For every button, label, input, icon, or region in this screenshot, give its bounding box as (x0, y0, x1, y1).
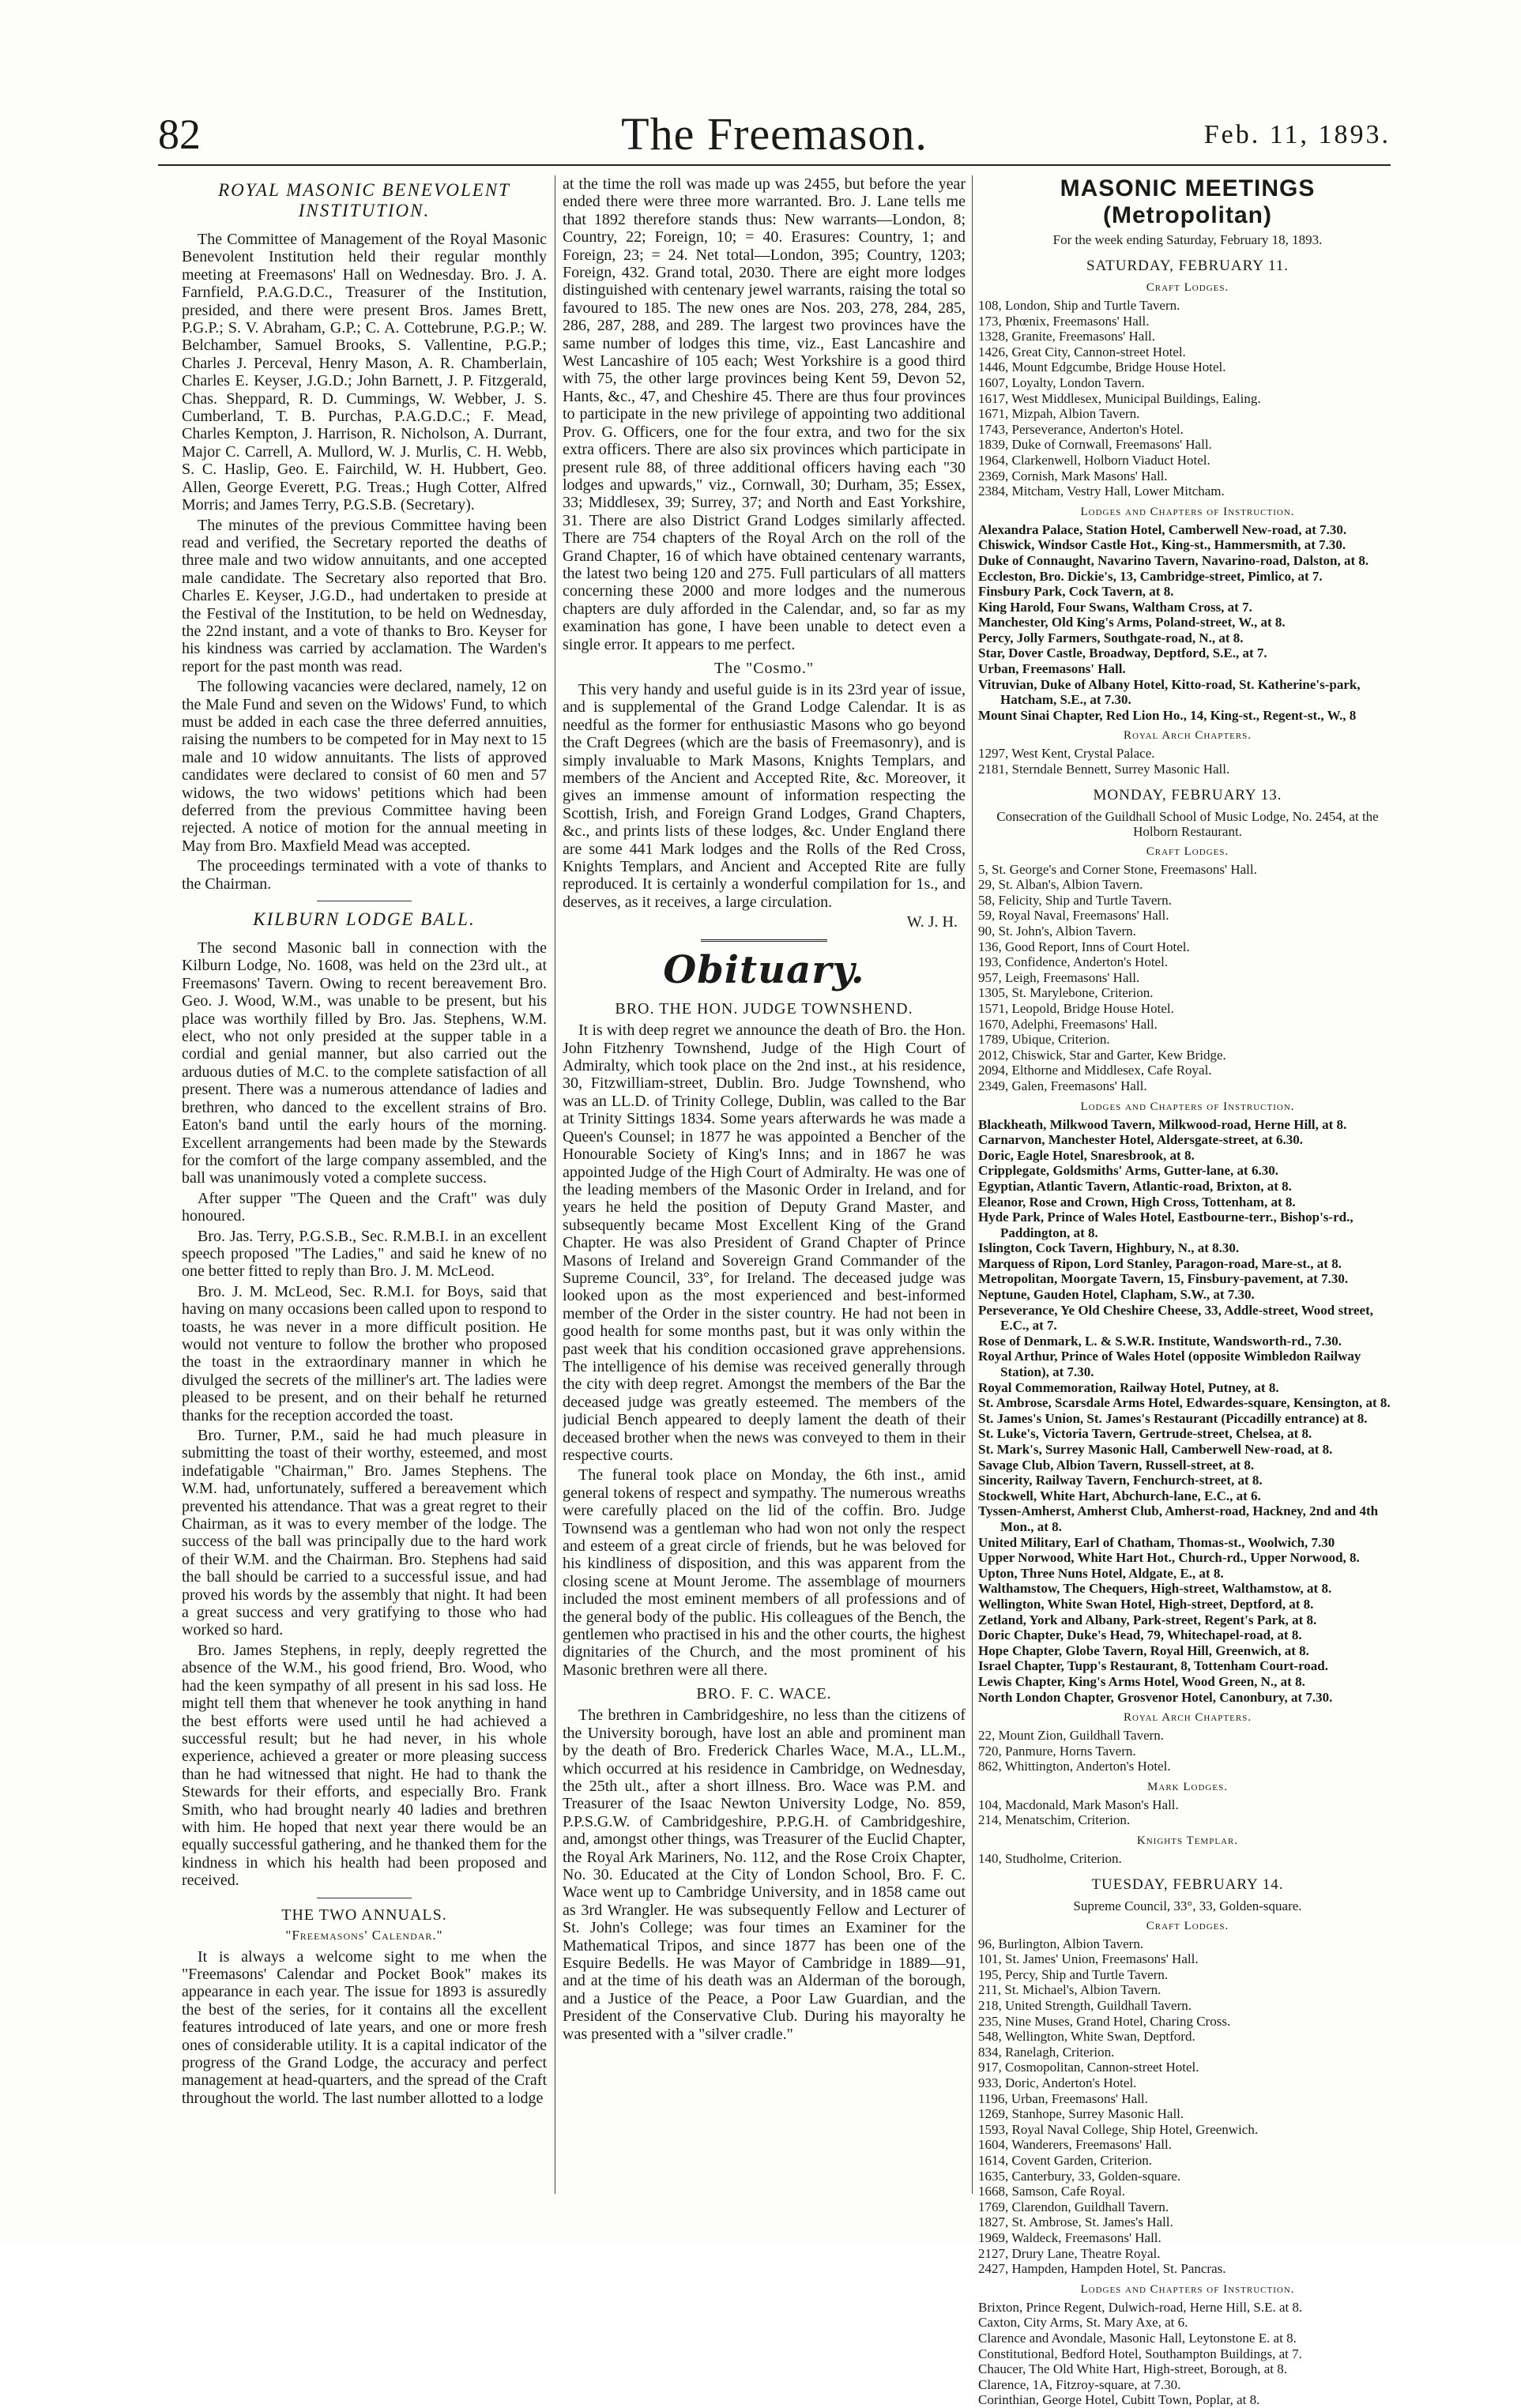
meeting-entry: Finsbury Park, Cock Tavern, at 8. (978, 584, 1174, 600)
day-note: Supreme Council, 33°, 33, Golden-square. (1073, 1898, 1302, 1913)
meeting-entry: Caxton, City Arms, St. Mary Axe, at 6. (978, 2315, 1188, 2331)
meeting-entry: Percy, Jolly Farmers, Southgate-road, N., at 8. (978, 630, 1244, 645)
meeting-entry: Eccleston, Bro. Dickie's, 13, Cambridge-street, Pimlico, at 7. (978, 568, 1323, 584)
meeting-entry: 2427, Hampden, Hampden Hotel, St. Pancras. (978, 2261, 1226, 2277)
section-label: Craft Lodges. (1146, 845, 1229, 858)
meeting-entry: 1969, Waldeck, Freemasons' Hall. (978, 2229, 1161, 2245)
masthead: The Freemason. (621, 108, 928, 160)
paragraph: The proceedings terminated with a vote of thanks to the Chairman. (182, 857, 547, 893)
meeting-entry: Eleanor, Rose and Crown, High Cross, Tottenham, at 8. (978, 1194, 1296, 1210)
meeting-entry: 1328, Granite, Freemasons' Hall. (978, 329, 1156, 344)
meeting-entry: 195, Percy, Ship and Turtle Tavern. (978, 1966, 1169, 1982)
paragraph: The following vacancies were declared, namely, 12 on the Male Fund and seven on the Widows' Fund, to which must be added in each case the three deferred annuities, raising the numbers to be competed for in May next to 15 male and 10 widow annuitants. The lists of approved candidates were declared to consist of 60 men and 57 widows, the two widows' petitions which had been deferred from the previous Committee having been rejected. A notice of motion for the annual meeting in May from Bro. Maxfield Mead was accepted. (182, 678, 547, 855)
meeting-entry: 1743, Perseverance, Anderton's Hotel. (978, 421, 1184, 437)
meeting-entry: 104, Macdonald, Mark Mason's Hall. (978, 1797, 1179, 1812)
paragraph: The funeral took place on Monday, the 6th inst., amid general tokens of respect and sympathy. The numerous wreaths were carefully placed on the lid of the coffin. Bro. Judge Townsend was a gentleman who had won not only the respect and esteem of a great circle of friends, but he was beloved for his kindliness of disposition, and this was apparent from the closing scene at Mount Jerome. The assemblage of mourners included the most eminent members of all professions and of the general body of the public. His colleagues of the Bench, the gentlemen who practised in his and the other courts, the highest dignitaries of the Church, and the most prominent of his Masonic brethren were all there. (563, 1466, 966, 1679)
meeting-entry: 933, Doric, Anderton's Hotel. (978, 2075, 1137, 2090)
meeting-entry: Walthamstow, The Chequers, High-street, Walthamstow, at 8. (978, 1581, 1332, 1597)
meeting-entry: 1671, Mizpah, Albion Tavern. (978, 406, 1140, 422)
meeting-entry: 834, Ranelagh, Criterion. (978, 2044, 1115, 2060)
paragraph: at the time the roll was made up was 2455, but before the year ended there were three more warranted. Bro. J. Lane tells me that 1892 therefore stands thus: New warrants—London, 8; Country, 22; Foreign, 10; = 40. Erasures: Country, 1; and Foreign, 23; = 24. Net total—London, 395; Country, 1203; Foreign, 432. Grand total, 2030. There are eight more lodges distinguished with centenary jewel warrants, raising the total so favoured to 185. The new ones are Nos. 203, 278, 284, 285, 286, 287, 288, and 289. The largest two provinces have the same number of lodges this time, viz., East Lancashire and West Lancashire of 105 each; West Yorkshire is a good third with 75, the other large provinces being Kent 59, Devon 52, Hants, &c., 47, and Cheshire 45. There are thus four provinces to participate in the new privilege of appointing two additional Prov. G. Officers, one for the four extra, and two for the six extra officers. There are also six provinces which participate in present rule 88, of three additional officers having each "30 lodges and upwards," viz., Cornwall, 30; Durham, 35; Essex, 33; Middlesex, 39; Surrey, 37; and North and East Yorkshire, 31. There are also District Grand Lodges similarly affected. There are 754 chapters of the Royal Arch on the roll of the Grand Chapter, 16 of which have obtained centenary warrants, the latest two being 120 and 275. Full particulars of all matters concerning these 2000 and more lodges and the numerous chapters are duly afforded in the Calendar, and, so far as my examination has gone, I have been unable to detect even a single error. It appears to me perfect. (563, 175, 966, 653)
meeting-entry: Royal Arthur, Prince of Wales Hotel (opposite Wimbledon Railway Station), at 7.30. (978, 1349, 1361, 1380)
meeting-entry: 140, Studholme, Criterion. (978, 1851, 1122, 1867)
day-heading: MONDAY, FEBRUARY 13. (1093, 786, 1282, 803)
paragraph: It is with deep regret we announce the death of Bro. the Hon. John Fitzhenry Townshend, Judge of the High Court of Admiralty, which took place on the 2nd inst., at his residence, 30, Fitzwilliam-street, Dublin. Bro. Judge Townshend, who was an LL.D. of Trinity College, Dublin, was called to the Bar at Trinity Sittings 1834. Some years afterwards he was made a Queen's Counsel; in 1877 he was appointed a Bencher of the Honourable Society of King's Inns; and in 1867 he was appointed Judge of the High Court of Admiralty. He was one of the leading members of the Masonic Order in Ireland, and for years he held the position of Deputy Grand Master, and subsequently became Most Excellent King of the Grand Chapter. He was also President of Grand Chapter of Prince Masons of Ireland and Sovereign Grand Commander of the Supreme Council, 33°, for Ireland. The deceased judge was looked upon as the most experienced and best-informed member of the Order in the sister country. He had not been in good health for some months past, but it was only within the past week that his condition occasioned grave apprehensions. The intelligence of his demise was received generally through the city with deep regret. Amongst the members of the Bar the deceased judge was greatly esteemed. The members of the judicial Bench appeared to deeply lament the death of their deceased brother when the news was conveyed to them in their respective courts. (563, 1022, 966, 1464)
paragraph: Bro. James Stephens, in reply, deeply regretted the absence of the W.M., his good friend, Bro. Wood, who had the keen sympathy of all present in his sad loss. He might tell them that whenever he took anything in hand the best efforts were used until he had achieved a successful result; but he had never, in his whole experience, achieved a greater or more pleasing success than he had witnessed that night. He had to thank the Stewards for their efforts, and especially Bro. Frank Smith, who had brought nearly 40 ladies and brethren with him. He hoped that next year there would be an equally successful gathering, and he thanked them for the kindness in which his health had been proposed and received. (182, 1641, 547, 1890)
meeting-entry: Egyptian, Atlantic Tavern, Atlantic-road, Brixton, at 8. (978, 1178, 1292, 1194)
paragraph: After supper "The Queen and the Craft" was duly honoured. (182, 1189, 547, 1225)
meeting-entry: 2369, Cornish, Mark Masons' Hall. (978, 468, 1168, 483)
meeting-entry: Upper Norwood, White Hart Hot., Church-rd., Upper Norwood, 8. (978, 1550, 1360, 1566)
header-rule (158, 164, 1391, 166)
meeting-entry: Duke of Connaught, Navarino Tavern, Navarino-road, Dalston, at 8. (978, 552, 1369, 568)
meeting-entry: 235, Nine Muses, Grand Hotel, Charing Cross. (978, 2013, 1231, 2029)
issue-date: Feb. 11, 1893. (1203, 120, 1391, 149)
meeting-entry: Clarence and Avondale, Masonic Hall, Leytonstone E. at 8. (978, 2330, 1297, 2346)
meeting-entry: Marquess of Ripon, Lord Stanley, Paragon-road, Mare-st., at 8. (978, 1255, 1342, 1271)
paragraph: The brethren in Cambridgeshire, no less than the citizens of the University borough, have lost an able and prominent man by the death of Bro. Frederick Charles Wace, M.A., LL.M., which occurred at his residence in Cambridge, on Wednesday, the 25th ult., after a short illness. Bro. Wace was P.M. and Treasurer of the Isaac Newton University Lodge, No. 859, P.P.S.G.W. of Cambridgeshire, P.P.G.H. of Cambridgeshire, and, amongst other things, was Treasurer of the Euclid Chapter, the Royal Ark Mariners, No. 112, and the Rose Croix Chapter, No. 30. Educated at the City of London School, Bro. F. C. Wace went up to Cambridge University, and in 1858 came out as 3rd Wrangler. He was subsequently Fellow and Lecturer of St. John's College; was four times an Examiner for the Mathematical Tripos, and since 1877 has been one of the Esquire Bedells. He was Mayor of Cambridge in 1889—91, and at the time of his death was an Alderman of the borough, and a Justice of the Peace, a Poor Law Guardian, and the President of the Conservative Club. During his mayoralty he was presented with a "silver cradle." (563, 1706, 966, 2043)
meetings-subtitle: For the week ending Saturday, February 18, 1893. (1052, 232, 1323, 247)
meeting-entry: Royal Commemoration, Railway Hotel, Putney, at 8. (978, 1379, 1279, 1395)
section-label: Lodges and Chapters of Instruction. (1080, 1100, 1295, 1113)
divider (701, 939, 827, 942)
meeting-entry: St. Mark's, Surrey Masonic Hall, Camberwell New-road, at 8. (978, 1442, 1333, 1457)
article-title: BRO. F. C. WACE. (696, 1685, 832, 1703)
meeting-entry: Urban, Freemasons' Hall. (978, 661, 1126, 677)
meeting-entry: Sincerity, Railway Tavern, Fenchurch-street, at 8. (978, 1473, 1263, 1488)
section-label: Mark Lodges. (1147, 1780, 1228, 1793)
article-title: THE TWO ANNUALS. (281, 1906, 447, 1924)
page-header (158, 108, 1391, 160)
article-subtitle: "Freemasons' Calendar." (285, 1927, 443, 1943)
meeting-entry: 1789, Ubique, Criterion. (978, 1032, 1110, 1048)
meeting-entry: 1670, Adelphi, Freemasons' Hall. (978, 1016, 1158, 1032)
obituary-heading: Obituary. (663, 948, 865, 993)
signature: W. J. H. (906, 913, 958, 931)
craft-lodges-list (978, 1936, 1397, 2277)
knights-templar-list (978, 1851, 1397, 1867)
meeting-entry: 1827, St. Ambrose, St. James's Hall. (978, 2214, 1173, 2230)
meeting-entry: North London Chapter, Grosvenor Hotel, Canonbury, at 7.30. (978, 1689, 1333, 1705)
column-divider (972, 175, 973, 2194)
meeting-entry: Stockwell, White Hart, Abchurch-lane, E.C., at 6. (978, 1488, 1261, 1503)
meeting-entry: Clarence, 1A, Fitzroy-square, at 7.30. (978, 2376, 1181, 2392)
section-label: Knights Templar. (1136, 1834, 1239, 1848)
instruction-list (978, 522, 1397, 724)
meeting-entry: St. Luke's, Victoria Tavern, Gertrude-street, Chelsea, at 8. (978, 1426, 1312, 1442)
meeting-entry: 1839, Duke of Cornwall, Freemasons' Hall. (978, 437, 1212, 453)
meeting-entry: Manchester, Old King's Arms, Poland-street, W., at 8. (978, 615, 1286, 630)
paragraph: This very handy and useful guide is in its 23rd year of issue, and is supplemental of the Grand Lodge Calendar. It is as needful as the former for enthusiastic Masons who go beyond the Craft Degrees (which are the basis of Freemasonry), and is simply invaluable to Mark Masons, Knights Templars, and members of the Ancient and Accepted Rite, &c. Moreover, it gives an immense amount of information respecting the Scottish, Irish, and Foreign Grand Lodges, Grand Chapters, &c., and prints lists of these lodges, &c. Under England there are some 441 Mark lodges and the Rolls of the Red Cross, Knights Templars, and Ancient and Accepted Rite are fully reproduced. It is certainly a wonderful compilation for 1s., and deserves, as it receives, a large circulation. (563, 680, 966, 911)
meeting-entry: 101, St. James' Union, Freemasons' Hall. (978, 1951, 1199, 1967)
meeting-entry: Vitruvian, Duke of Albany Hotel, Kitto-road, St. Katherine's-park, Hatcham, S.E., at 7.30. (978, 676, 1361, 708)
meeting-entry: Neptune, Gauden Hotel, Clapham, S.W., at 7.30. (978, 1287, 1255, 1303)
royal-arch-list (978, 746, 1397, 777)
meeting-entry: 193, Confidence, Anderton's Hotel. (978, 954, 1169, 970)
day-heading: TUESDAY, FEBRUARY 14. (1091, 1876, 1284, 1893)
meeting-entry: 1617, West Middlesex, Municipal Buildings, Ealing. (978, 390, 1261, 406)
section-label: Lodges and Chapters of Instruction. (1080, 2282, 1295, 2296)
meeting-entry: 58, Felicity, Ship and Turtle Tavern. (978, 892, 1172, 908)
meeting-entry: 5, St. George's and Corner Stone, Freemasons' Hall. (978, 861, 1257, 877)
meeting-entry: Constitutional, Bedford Hotel, Southampton Buildings, at 7. (978, 2346, 1302, 2361)
meeting-entry: 173, Phœnix, Freemasons' Hall. (978, 313, 1150, 329)
meeting-entry: 1964, Clarkenwell, Holborn Viaduct Hotel. (978, 452, 1210, 468)
meeting-entry: Carnarvon, Manchester Hotel, Aldersgate-street, at 6.30. (978, 1132, 1304, 1148)
meeting-entry: Islington, Cock Tavern, Highbury, N., at 8.30. (978, 1240, 1240, 1256)
paragraph: It is always a welcome sight to me when the "Freemasons' Calendar and Pocket Book" makes its appearance in each year. The issue for 1893 is assuredly the best of the series, for it contains all the excellent features introduced of late years, and one or more fresh ones of considerable utility. It is a capital indicator of the progress of the Grand Lodge, the accuracy and perfect management at head-quarters, and the spread of the Craft throughout the world. The last number allotted to a lodge (182, 1947, 547, 2107)
meeting-entry: Rose of Denmark, L. & S.W.R. Institute, Wandsworth-rd., 7.30. (978, 1333, 1342, 1349)
meeting-entry: St. James's Union, St. James's Restaurant (Piccadilly entrance) at 8. (978, 1410, 1368, 1426)
meeting-entry: 1426, Great City, Cannon-street Hotel. (978, 344, 1186, 359)
column-2 (563, 175, 966, 2045)
meeting-entry: 29, St. Alban's, Albion Tavern. (978, 877, 1143, 893)
meeting-entry: 1604, Wanderers, Freemasons' Hall. (978, 2137, 1172, 2153)
meeting-entry: 2127, Drury Lane, Theatre Royal. (978, 2245, 1161, 2261)
meeting-entry: 917, Cosmopolitan, Cannon-street Hotel. (978, 2060, 1199, 2075)
meeting-entry: 1446, Mount Edgcumbe, Bridge House Hotel. (978, 359, 1226, 375)
meeting-entry: Wellington, White Swan Hotel, High-street, Deptford, at 8. (978, 1596, 1314, 1612)
page-number: 82 (158, 111, 201, 158)
meeting-entry: Brixton, Prince Regent, Dulwich-road, Herne Hill, S.E. at 8. (978, 2299, 1303, 2315)
meeting-entry: 2094, Elthorne and Middlesex, Cafe Royal. (978, 1063, 1212, 1078)
section-label: Craft Lodges. (1146, 1919, 1229, 1932)
section-label: Royal Arch Chapters. (1123, 729, 1252, 743)
meeting-entry: 22, Mount Zion, Guildhall Tavern. (978, 1728, 1165, 1744)
meeting-entry: 548, Wellington, White Swan, Deptford. (978, 2029, 1195, 2045)
meeting-entry: Cripplegate, Goldsmiths' Arms, Gutter-lane, at 6.30. (978, 1163, 1278, 1179)
section-label: Royal Arch Chapters. (1123, 1711, 1252, 1725)
column-1 (182, 175, 547, 2109)
meeting-entry: 957, Leigh, Freemasons' Hall. (978, 969, 1140, 985)
meeting-entry: 1297, West Kent, Crystal Palace. (978, 746, 1155, 762)
meeting-entry: Doric, Eagle Hotel, Snaresbrook, at 8. (978, 1147, 1195, 1163)
royal-arch-list (978, 1728, 1397, 1774)
meeting-entry: 108, London, Ship and Turtle Tavern. (978, 298, 1180, 313)
meeting-entry: 218, United Strength, Guildhall Tavern. (978, 1998, 1192, 2014)
paragraph: The Committee of Management of the Royal Masonic Benevolent Institution held their regular monthly meeting at Freemasons' Hall on Wednesday. Bro. J. A. Farnfield, P.A.G.D.C., Treasurer of the Institution, presided, and there were present Bros. James Brett, P.G.P.; S. V. Abraham, G.P.; C. A. Cottebrune, P.G.P.; W. Belchamber, Samuel Brooks, S. Vallentine, P.G.P.; Charles J. Perceval, Henry Mason, A. R. Chamberlain, Charles E. Keyser, J.G.D.; John Barnett, J. P. Fitzgerald, Chas. Sheppard, R. D. Cummings, W. Webber, J. S. Cumberland, T. B. Purchas, P.A.G.D.C.; F. Mead, Charles Kempton, J. Harrison, R. Nicholson, A. Durrant, Major C. Carrell, A. Mullord, W. J. Murlis, C. H. Webb, S. C. Haslip, Geo. E. Fairchild, W. H. Hubbert, Geo. Allen, George Everett, P.G. Treas.; Hugh Cotter, Alfred Morris; and James Terry, P.G.S.B. (Secretary). (182, 231, 547, 514)
meeting-entry: Upton, Three Nuns Hotel, Aldgate, E., at 8. (978, 1565, 1224, 1581)
day-note: Consecration of the Guildhall School of Music Lodge, No. 2454, at the Holborn Restaurant. (996, 808, 1379, 839)
article-title: ROYAL MASONIC BENEVOLENT INSTITUTION. (218, 180, 510, 220)
meeting-entry: 136, Good Report, Inns of Court Hotel. (978, 939, 1190, 954)
article-kilburn (182, 909, 547, 1890)
meeting-entry: 1635, Canterbury, 33, Golden-square. (978, 2168, 1181, 2184)
meeting-entry: Star, Dover Castle, Broadway, Deptford, S.E., at 7. (978, 645, 1267, 661)
meeting-entry: Hope Chapter, Globe Tavern, Royal Hill, Greenwich, at 8. (978, 1642, 1309, 1658)
paragraph: Bro. Turner, P.M., said he had much pleasure in submitting the toast of their worthy, esteemed, and most indefatigable "Chairman," Bro. James Stephens. The W.M. had, unfortunately, suffered a bereavement which prevented his attendance. That was a great regret to their Chairman, as it was to every member of the lodge. The success of the ball was principally due to the hard work of their W.M. and the Chairman. Bro. Stephens had said the ball should be carried to a successful issue, and had proved his words by the assembly that night. It had been a great success and very gratifying to those who had worked so hard. (182, 1427, 547, 1639)
meeting-entry: 214, Menatschim, Criterion. (978, 1812, 1131, 1828)
meeting-entry: Metropolitan, Moorgate Tavern, 15, Finsbury-pavement, at 7.30. (978, 1271, 1349, 1287)
meeting-entry: 2384, Mitcham, Vestry Hall, Lower Mitcham. (978, 483, 1225, 499)
meeting-entry: 1668, Samson, Cafe Royal. (978, 2184, 1126, 2199)
paragraph: The minutes of the previous Committee having been read and verified, the Secretary reported the deaths of three male and two widow annuitants, and one accepted male candidate. The Secretary also reported that Bro. Charles E. Keyser, J.G.D., had undertaken to preside at the Festival of the Institution, to be held on Wednesday, the 22nd instant, and a vote of thanks to Bro. Keyser for his kindness was carried by acclamation. The Warden's report for the past month was read. (182, 516, 547, 675)
meeting-entry: 90, St. John's, Albion Tavern. (978, 924, 1136, 939)
meeting-entry: Lewis Chapter, King's Arms Hotel, Wood Green, N., at 8. (978, 1673, 1305, 1689)
meeting-entry: 96, Burlington, Albion Tavern. (978, 1936, 1144, 1951)
article-title: BRO. THE HON. JUDGE TOWNSHEND. (615, 1000, 913, 1018)
meeting-entry: 2181, Sterndale Bennett, Surrey Masonic Hall. (978, 762, 1230, 777)
meeting-entry: 2349, Galen, Freemasons' Hall. (978, 1078, 1147, 1093)
meeting-entry: Corinthian, George Hotel, Cubitt Town, Poplar, at 8. (978, 2392, 1260, 2408)
instruction-list (978, 1117, 1397, 1706)
article-two-annuals (182, 1906, 547, 2108)
meeting-entry: Israel Chapter, Tupp's Restaurant, 8, Tottenham Court-road. (978, 1658, 1329, 1674)
paragraph: Bro. Jas. Terry, P.G.S.B., Sec. R.M.B.I. in an excellent speech proposed "The Ladies," and said he knew of no one better fitted to reply than Bro. J. M. McLeod. (182, 1227, 547, 1281)
section-label: Craft Lodges. (1146, 281, 1229, 294)
meeting-entry: 1769, Clarendon, Guildhall Tavern. (978, 2199, 1169, 2214)
meeting-entry: Alexandra Palace, Station Hotel, Camberwell New-road, at 7.30. (978, 521, 1347, 537)
meeting-entry: 1571, Leopold, Bridge House Hotel. (978, 1000, 1174, 1016)
meeting-entry: 211, St. Michael's, Albion Tavern. (978, 1982, 1161, 1998)
meeting-entry: 1614, Covent Garden, Criterion. (978, 2152, 1153, 2168)
instruction-list (978, 2300, 1397, 2408)
meetings-title: MASONIC MEETINGS (Metropolitan) (1060, 175, 1316, 228)
meeting-entry: 1607, Loyalty, London Tavern. (978, 374, 1145, 390)
meeting-entry: Doric Chapter, Duke's Head, 79, Whitechapel-road, at 8. (978, 1627, 1302, 1643)
meeting-entry: 720, Panmure, Horns Tavern. (978, 1743, 1136, 1759)
meeting-entry: Hyde Park, Prince of Wales Hotel, Eastbourne-terr., Bishop's-rd., Paddington, at 8. (978, 1210, 1353, 1240)
meeting-entry: 1305, St. Marylebone, Criterion. (978, 985, 1154, 1001)
meeting-entry: 862, Whittington, Anderton's Hotel. (978, 1759, 1171, 1774)
meeting-entry: Tyssen-Amherst, Amherst Club, Amherst-road, Hackney, 2nd and 4th Mon., at 8. (978, 1503, 1379, 1534)
paragraph: The second Masonic ball in connection with the Kilburn Lodge, No. 1608, was held on the 23rd ult., at Freemasons' Tavern. Owing to recent bereavement Bro. Geo. J. Wood, W.M., was unable to be present, but his place was worthily filled by Bro. Jas. Stephens, W.M. elect, who not only presided at the supper table in a cordial and genial manner, but also carried out the arduous duties of M.C. to the complete satisfaction of all present. There was a numerous attendance of ladies and brethren, who danced to the excellent strains of Bro. Eaton's band until the early hours of the morning. Excellent arrangements had been made by the Stewards for the comfort of the large company assembled, and the ball was unanimously voted a complete success. (182, 939, 547, 1187)
meeting-entry: 1593, Royal Naval College, Ship Hotel, Greenwich. (978, 2121, 1259, 2137)
article-rmbi (182, 180, 547, 893)
craft-lodges-list (978, 862, 1397, 1094)
meeting-entry: Zetland, York and Albany, Park-street, Regent's Park, at 8. (978, 1612, 1317, 1627)
column-3 (978, 175, 1397, 2408)
meeting-entry: Mount Sinai Chapter, Red Lion Ho., 14, King-st., Regent-st., W., 8 (978, 707, 1357, 723)
article-title: KILBURN LODGE BALL. (253, 909, 476, 930)
meeting-entry: 1196, Urban, Freemasons' Hall. (978, 2090, 1148, 2106)
meeting-entry: United Military, Earl of Chatham, Thomas-st., Woolwich, 7.30 (978, 1534, 1335, 1550)
craft-lodges-list (978, 298, 1397, 499)
meeting-entry: 1269, Stanhope, Surrey Masonic Hall. (978, 2106, 1184, 2122)
meeting-entry: Chiswick, Windsor Castle Hot., King-st., Hammersmith, at 7.30. (978, 537, 1346, 553)
meeting-entry: Savage Club, Albion Tavern, Russell-street, at 8. (978, 1457, 1255, 1473)
meeting-entry: St. Ambrose, Scarsdale Arms Hotel, Edwardes-square, Kensington, at 8. (978, 1395, 1391, 1411)
meeting-entry: King Harold, Four Swans, Waltham Cross, at 7. (978, 599, 1252, 615)
meeting-entry: Perseverance, Ye Old Cheshire Cheese, 33, Addle-street, Wood street, E.C., at 7. (978, 1302, 1373, 1334)
meeting-entry: 59, Royal Naval, Freemasons' Hall. (978, 908, 1169, 924)
paragraph: Bro. J. M. McLeod, Sec. R.M.I. for Boys, said that having on many occasions been called upon to respond to toasts, he was never in a more difficult position. He would not venture to follow the brother who proposed the toast in the extraordinary manner in which he divulged the secrets of the milliner's art. The ladies were pleased to be present, and on their behalf he returned thanks for the reception accorded the toast. (182, 1282, 547, 1424)
mark-lodges-list (978, 1797, 1397, 1828)
meeting-entry: Blackheath, Milkwood Tavern, Milkwood-road, Herne Hill, at 8. (978, 1116, 1347, 1132)
meeting-entry: Chaucer, The Old White Hart, High-street, Borough, at 8. (978, 2361, 1288, 2377)
meeting-entry: 2012, Chiswick, Star and Garter, Kew Bridge. (978, 1047, 1226, 1063)
day-heading: SATURDAY, FEBRUARY 11. (1086, 258, 1289, 274)
section-label: Lodges and Chapters of Instruction. (1080, 505, 1295, 518)
section-title: The "Cosmo." (713, 659, 815, 677)
